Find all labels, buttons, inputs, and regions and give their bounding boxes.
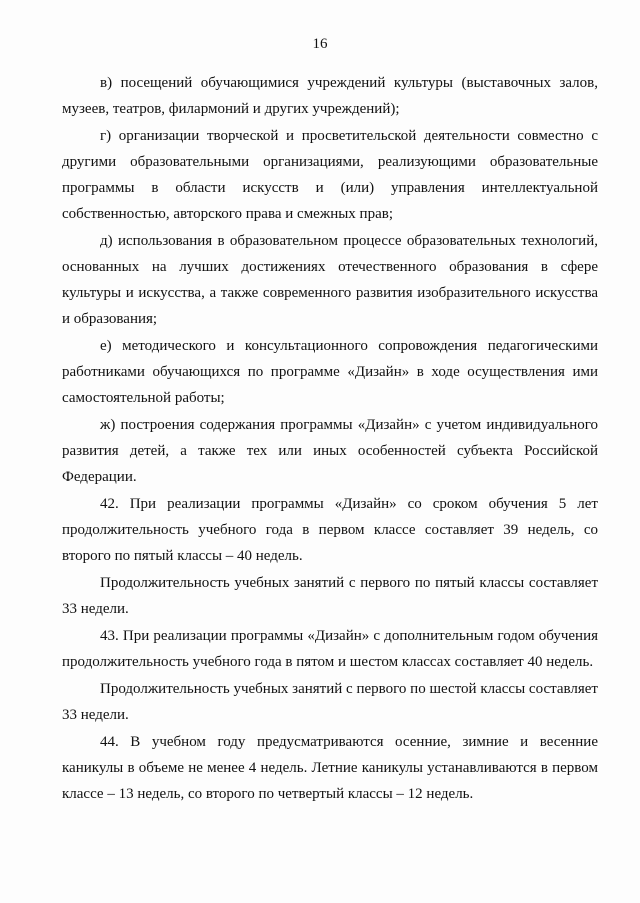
paragraph-e: е) методического и консультационного сопровождения педагогическими работниками обучающихся по программе «Дизайн» в ходе осуществления ими самостоятельной работы; — [62, 338, 598, 406]
paragraph-42: 42. При реализации программы «Дизайн» со сроком обучения 5 лет продолжительность учебного года в первом классе составляет 39 недель, со второго по пятый классы – 40 недель. — [62, 496, 598, 564]
paragraph-g: г) организации творческой и просветительской деятельности совместно с другими образовательными организациями, реализующими образовательные программы в области искусств и (или) управления интеллектуальной собственностью, авторского права и смежных прав; — [62, 128, 598, 222]
paragraph-v: в) посещений обучающимися учреждений культуры (выставочных залов, музеев, театров, филармоний и других учреждений); — [62, 75, 598, 117]
paragraph-43: 43. При реализации программы «Дизайн» с дополнительным годом обучения продолжительность учебного года в пятом и шестом классах составляет 40 недель. — [62, 628, 598, 670]
page-number: 16 — [312, 36, 328, 52]
paragraph-42-duration: Продолжительность учебных занятий с первого по пятый классы составляет 33 недели. — [62, 575, 598, 617]
paragraph-44: 44. В учебном году предусматриваются осенние, зимние и весенние каникулы в объеме не менее 4 недель. Летние каникулы устанавливаются в первом классе – 13 недель, со второго по четвертый классы – 12 недель. — [62, 734, 598, 802]
paragraph-43-duration: Продолжительность учебных занятий с первого по шестой классы составляет 33 недели. — [62, 681, 598, 723]
paragraph-zh: ж) построения содержания программы «Дизайн» с учетом индивидуального развития детей, а также тех или иных особенностей субъекта Российской Федерации. — [62, 417, 598, 485]
paragraph-d: д) использования в образовательном процессе образовательных технологий, основанных на лучших достижениях отечественного образования в сфере культуры и искусства, а также современного развития изобразительного искусства и образования; — [62, 233, 598, 327]
document-body — [62, 70, 598, 807]
